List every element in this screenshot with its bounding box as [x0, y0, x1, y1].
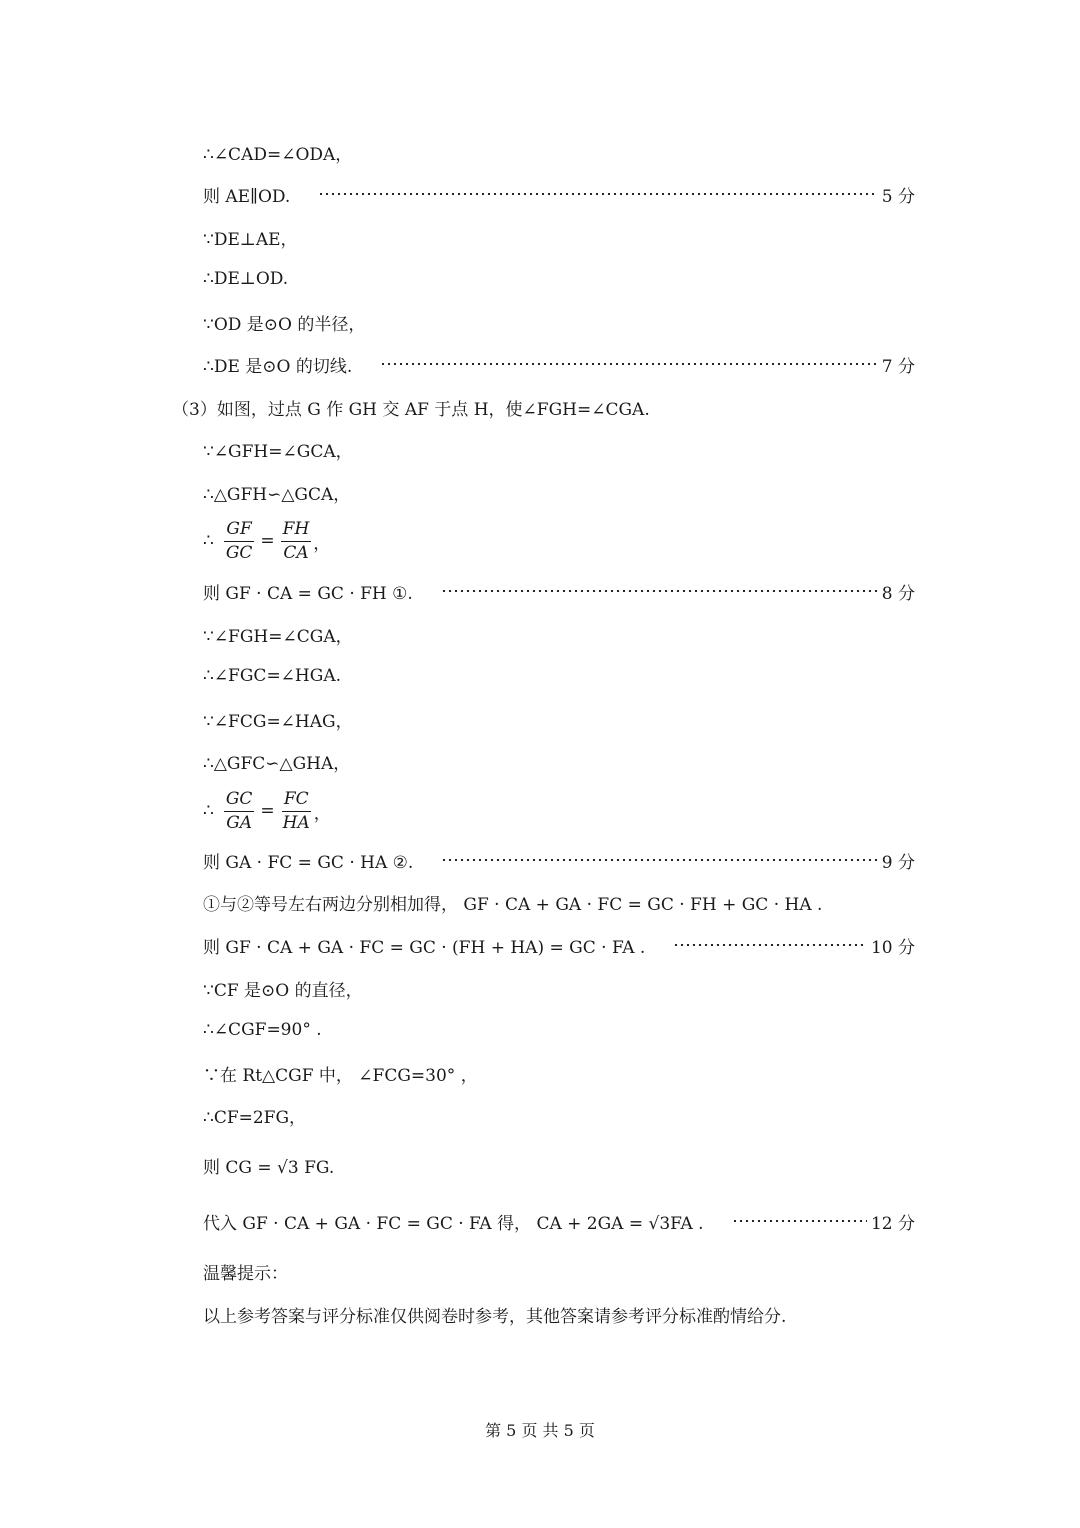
score-label: 7 分: [881, 356, 915, 377]
line-text: 以上参考答案与评分标准仅供阅卷时参考，其他答案请参考评分标准酌情给分.: [203, 1306, 787, 1327]
step-similar-gfc-gha: [203, 747, 915, 775]
line-text: ∵∠GFH=∠GCA，: [203, 441, 353, 462]
step-od-radius: [203, 308, 915, 336]
line-text: ∵DE⊥AE，: [203, 229, 298, 250]
step-right-angle: [203, 1016, 915, 1044]
equals-sign: =: [260, 531, 275, 551]
line-text: 则 GF · CA = GC · FH ①.: [203, 583, 413, 604]
equals-sign: =: [260, 801, 275, 821]
page-footer: 第 5 页 共 5 页: [485, 1421, 595, 1440]
line-text: ∴∠CAD=∠ODA，: [203, 144, 353, 165]
therefore-symbol: ∴: [203, 801, 214, 821]
line-text: ∴∠FGC=∠HGA.: [203, 666, 342, 686]
step-de-tangent: [203, 350, 915, 378]
step-cf-diameter: [203, 974, 915, 1002]
comma: ，: [313, 533, 331, 554]
denominator: GA: [226, 812, 253, 833]
leader-dots: [441, 590, 878, 592]
line-text: （3）如图，过点 G 作 GH 交 AF 于点 H，使∠FGH=∠CGA.: [172, 399, 650, 420]
step-ae-parallel-od: [203, 180, 915, 208]
numerator: FC: [282, 790, 311, 812]
score-label: 5 分: [881, 186, 915, 207]
line-text: ∵∠FCG=∠HAG，: [203, 711, 353, 732]
numerator: FH: [281, 520, 312, 542]
step-de-perp-od: [203, 265, 915, 293]
numerator: GF: [224, 520, 253, 542]
line-text: ∵∠FGH=∠CGA，: [203, 626, 353, 647]
denominator: GC: [225, 542, 253, 563]
tip-text: [203, 1300, 915, 1328]
leader-dots: [673, 944, 867, 946]
step-angle-fgc-hga: [203, 662, 915, 690]
step-factor: [203, 931, 915, 959]
line-text: 温馨提示：: [203, 1263, 288, 1284]
line-text: 则 GA · FC = GC · HA ②.: [203, 852, 414, 873]
line-text: ∵在 Rt△CGF 中， ∠FCG=30° ，: [203, 1065, 478, 1086]
line-text: ∴△GFH∽△GCA，: [203, 484, 351, 505]
step-cf-2fg: [203, 1101, 915, 1129]
line-text: ∴∠CGF=90° .: [203, 1020, 322, 1040]
line-text: 则 GF · CA + GA · FC = GC · (FH + HA) = GC · FA .: [203, 937, 646, 958]
step-de-perp-ae: [203, 223, 915, 251]
line-text: ∵OD 是⊙O 的半径，: [203, 314, 366, 335]
line-text: 代入 GF · CA + GA · FC = GC · FA 得， CA + 2GA = √3FA .: [203, 1213, 704, 1234]
leader-dots: [732, 1220, 867, 1222]
denominator: CA: [283, 542, 309, 563]
comma: ，: [313, 803, 331, 824]
line-text: ∴△GFC∽△GHA，: [203, 753, 351, 774]
step-angle-fgh-cga: [203, 620, 915, 648]
leader-dots: [318, 193, 877, 195]
part3-heading: [172, 393, 884, 421]
score-label: 8 分: [881, 583, 915, 604]
tip-heading: [203, 1257, 915, 1285]
line-text: ①与②等号左右两边分别相加得， GF · CA + GA · FC = GC · FH + GC · HA .: [203, 894, 823, 915]
therefore-symbol: ∴: [203, 531, 214, 551]
leader-dots: [441, 859, 877, 861]
step-similar-gfh-gca: [203, 478, 915, 506]
score-label: 12 分: [870, 1213, 915, 1234]
step-ratio-gf-gc: [203, 511, 915, 571]
step-angle-gfh-gca: [203, 435, 915, 463]
numerator: GC: [224, 790, 255, 812]
score-label: 10 分: [870, 937, 915, 958]
step-cg-sqrt3-fg: [203, 1151, 915, 1179]
step-add-equations: [203, 888, 915, 916]
line-text: ∴DE 是⊙O 的切线.: [203, 356, 353, 377]
fraction: [224, 790, 255, 832]
step-equation-1: [203, 577, 915, 605]
denominator: HA: [282, 812, 310, 833]
line-text: ∴DE⊥OD.: [203, 269, 289, 289]
fraction: [281, 520, 312, 562]
leader-dots: [380, 363, 878, 365]
step-rt-triangle: [203, 1059, 915, 1087]
line-text: 则 CG = √3 FG.: [203, 1157, 335, 1178]
step-equation-2: [203, 846, 915, 874]
step-angle-fcg-hag: [203, 705, 915, 733]
fraction: [224, 520, 255, 562]
step-final-result: [203, 1207, 915, 1235]
line-text: ∴CF=2FG，: [203, 1107, 307, 1128]
fraction: [281, 790, 312, 832]
score-label: 9 分: [881, 852, 915, 873]
line-text: ∵CF 是⊙O 的直径，: [203, 980, 363, 1001]
step-angle-cad-oda: [203, 138, 915, 166]
line-text: 则 AE∥OD.: [203, 186, 291, 207]
step-ratio-gc-ga: [203, 781, 915, 841]
